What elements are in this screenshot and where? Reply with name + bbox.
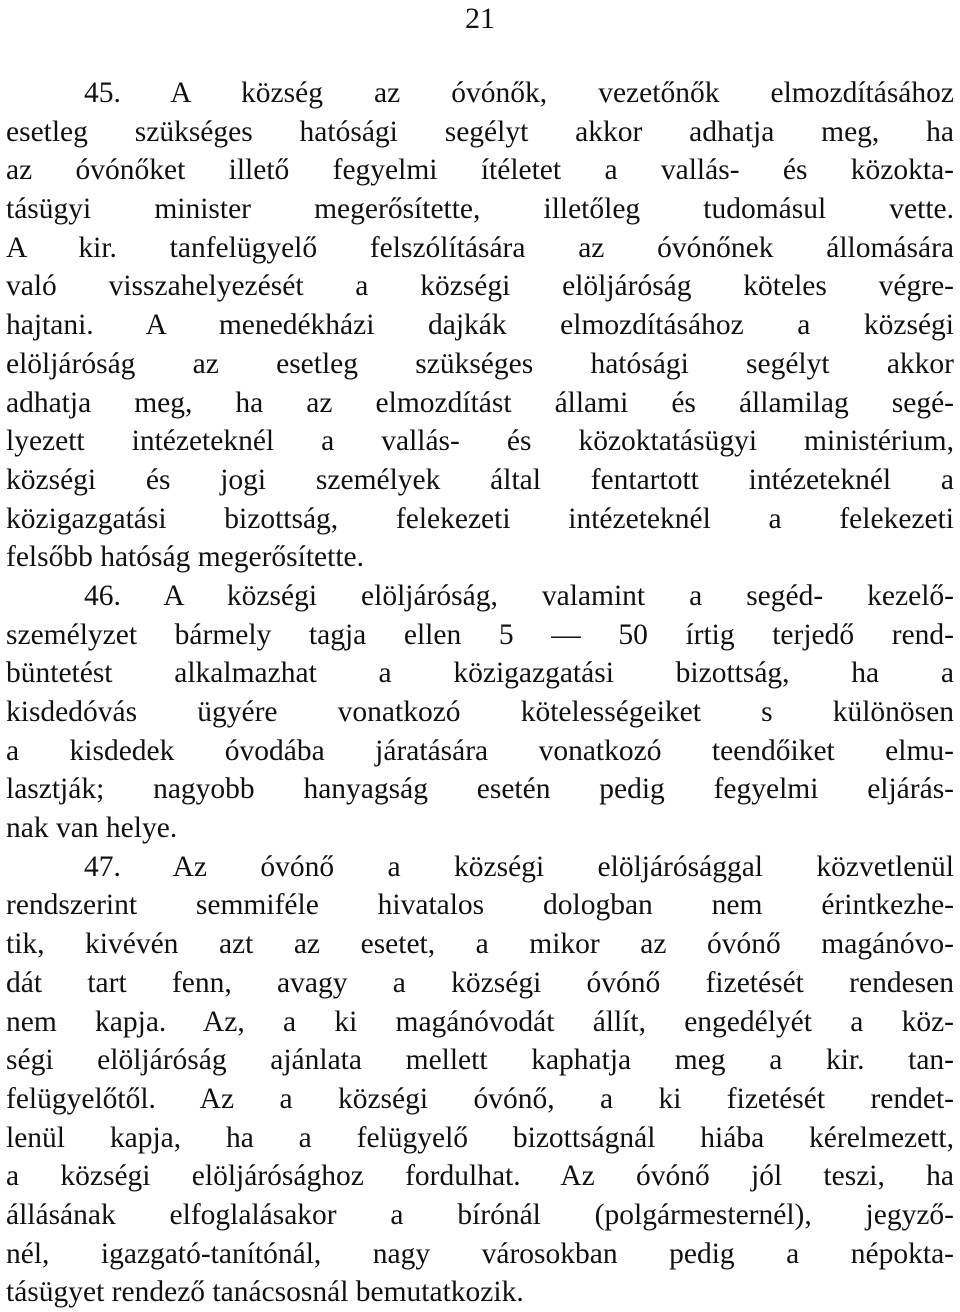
paragraph-47-line: felügyelőtől. Az a községi óvónő, a ki fizetését rendet- — [6, 1082, 954, 1115]
paragraph-45-line: az óvónőket illető fegyelmi ítéletet a vallás- és közokta- — [6, 154, 954, 187]
paragraph-47-line: dát tart fenn, avagy a községi óvónő fizetését rendesen — [6, 966, 954, 999]
paragraph-46-line: kisdedóvás ügyére vonatkozó kötelességeiket s különösen — [6, 696, 954, 728]
paragraph-46-line: büntetést alkalmazhat a közigazgatási bizottság, ha a — [6, 657, 954, 690]
paragraph-47-line: rendszerint semmiféle hivatalos dologban nem érintkezhe- — [6, 889, 954, 922]
paragraph-47-line: ségi elöljáróság ajánlata mellett kaphatja meg a kir. tan- — [6, 1044, 954, 1077]
page-number: 21 — [465, 2, 495, 35]
paragraph-45-line: felsőbb hatóság megerősítette. — [6, 541, 364, 574]
paragraph-45-line: esetleg szükséges hatósági segélyt akkor adhatja meg, ha — [6, 115, 954, 148]
paragraph-45-line: A kir. tanfelügyelő felszólítására az óvónőnek állomására — [6, 231, 954, 264]
paragraph-47-line: állásának elfoglalásakor a bírónál (polgármesternél), jegyző- — [6, 1198, 954, 1231]
paragraph-47-line: tásügyet rendező tanácsosnál bemutatkozik. — [6, 1276, 524, 1309]
paragraph-45-line: elöljáróság az esetleg szükséges hatósági segélyt akkor — [6, 347, 954, 380]
paragraph-46-line: 46. A községi elöljáróság, valamint a segéd- kezelő- — [84, 579, 954, 612]
paragraph-46-line: nak van helye. — [6, 812, 178, 845]
paragraph-45-line: közigazgatási bizottság, felekezeti intézeteknél a felekezeti — [6, 502, 954, 535]
paragraph-45-line: adhatja meg, ha az elmozdítást állami és államilag segé- — [6, 386, 954, 419]
paragraph-47-line: tik, kivévén azt az esetet, a mikor az óvónő magánóvo- — [6, 928, 954, 961]
paragraph-45-line: 45. A község az óvónők, vezetőnők elmozdításához — [84, 77, 954, 109]
paragraph-45-line: lyezett intézeteknél a vallás- és közoktatásügyi ministérium, — [6, 425, 954, 458]
paragraph-45-line: való visszahelyezését a községi elöljáróság köteles végre- — [6, 270, 954, 303]
paragraph-46-line: a kisdedek óvodába járatására vonatkozó teendőiket elmu- — [6, 734, 954, 767]
paragraph-46-line: személyzet bármely tagja ellen 5 — 50 írtig terjedő rend- — [6, 618, 954, 651]
paragraph-47-line: nem kapja. Az, a ki magánóvodát állít, engedélyét a köz- — [6, 1005, 954, 1038]
paragraph-47-line: nél, igazgató-tanítónál, nagy városokban pedig a népokta- — [6, 1237, 954, 1270]
paragraph-47-line: 47. Az óvónő a községi elöljárósággal közvetlenül — [84, 850, 954, 883]
paragraph-45-line: hajtani. A menedékházi dajkák elmozdításához a községi — [6, 309, 954, 342]
paragraph-47-line: a községi elöljárósághoz fordulhat. Az óvónő jól teszi, ha — [6, 1160, 954, 1193]
paragraph-45-line: tásügyi minister megerősítette, illetőleg tudomásul vette. — [6, 193, 954, 226]
paragraph-46-line: lasztják; nagyobb hanyagság esetén pedig fegyelmi eljárás- — [6, 773, 954, 806]
paragraph-45-line: községi és jogi személyek által fentartott intézeteknél a — [6, 463, 954, 496]
paragraph-47-line: lenül kapja, ha a felügyelő bizottságnál hiába kérelmezett, — [6, 1121, 954, 1154]
body-text — [6, 74, 954, 1312]
